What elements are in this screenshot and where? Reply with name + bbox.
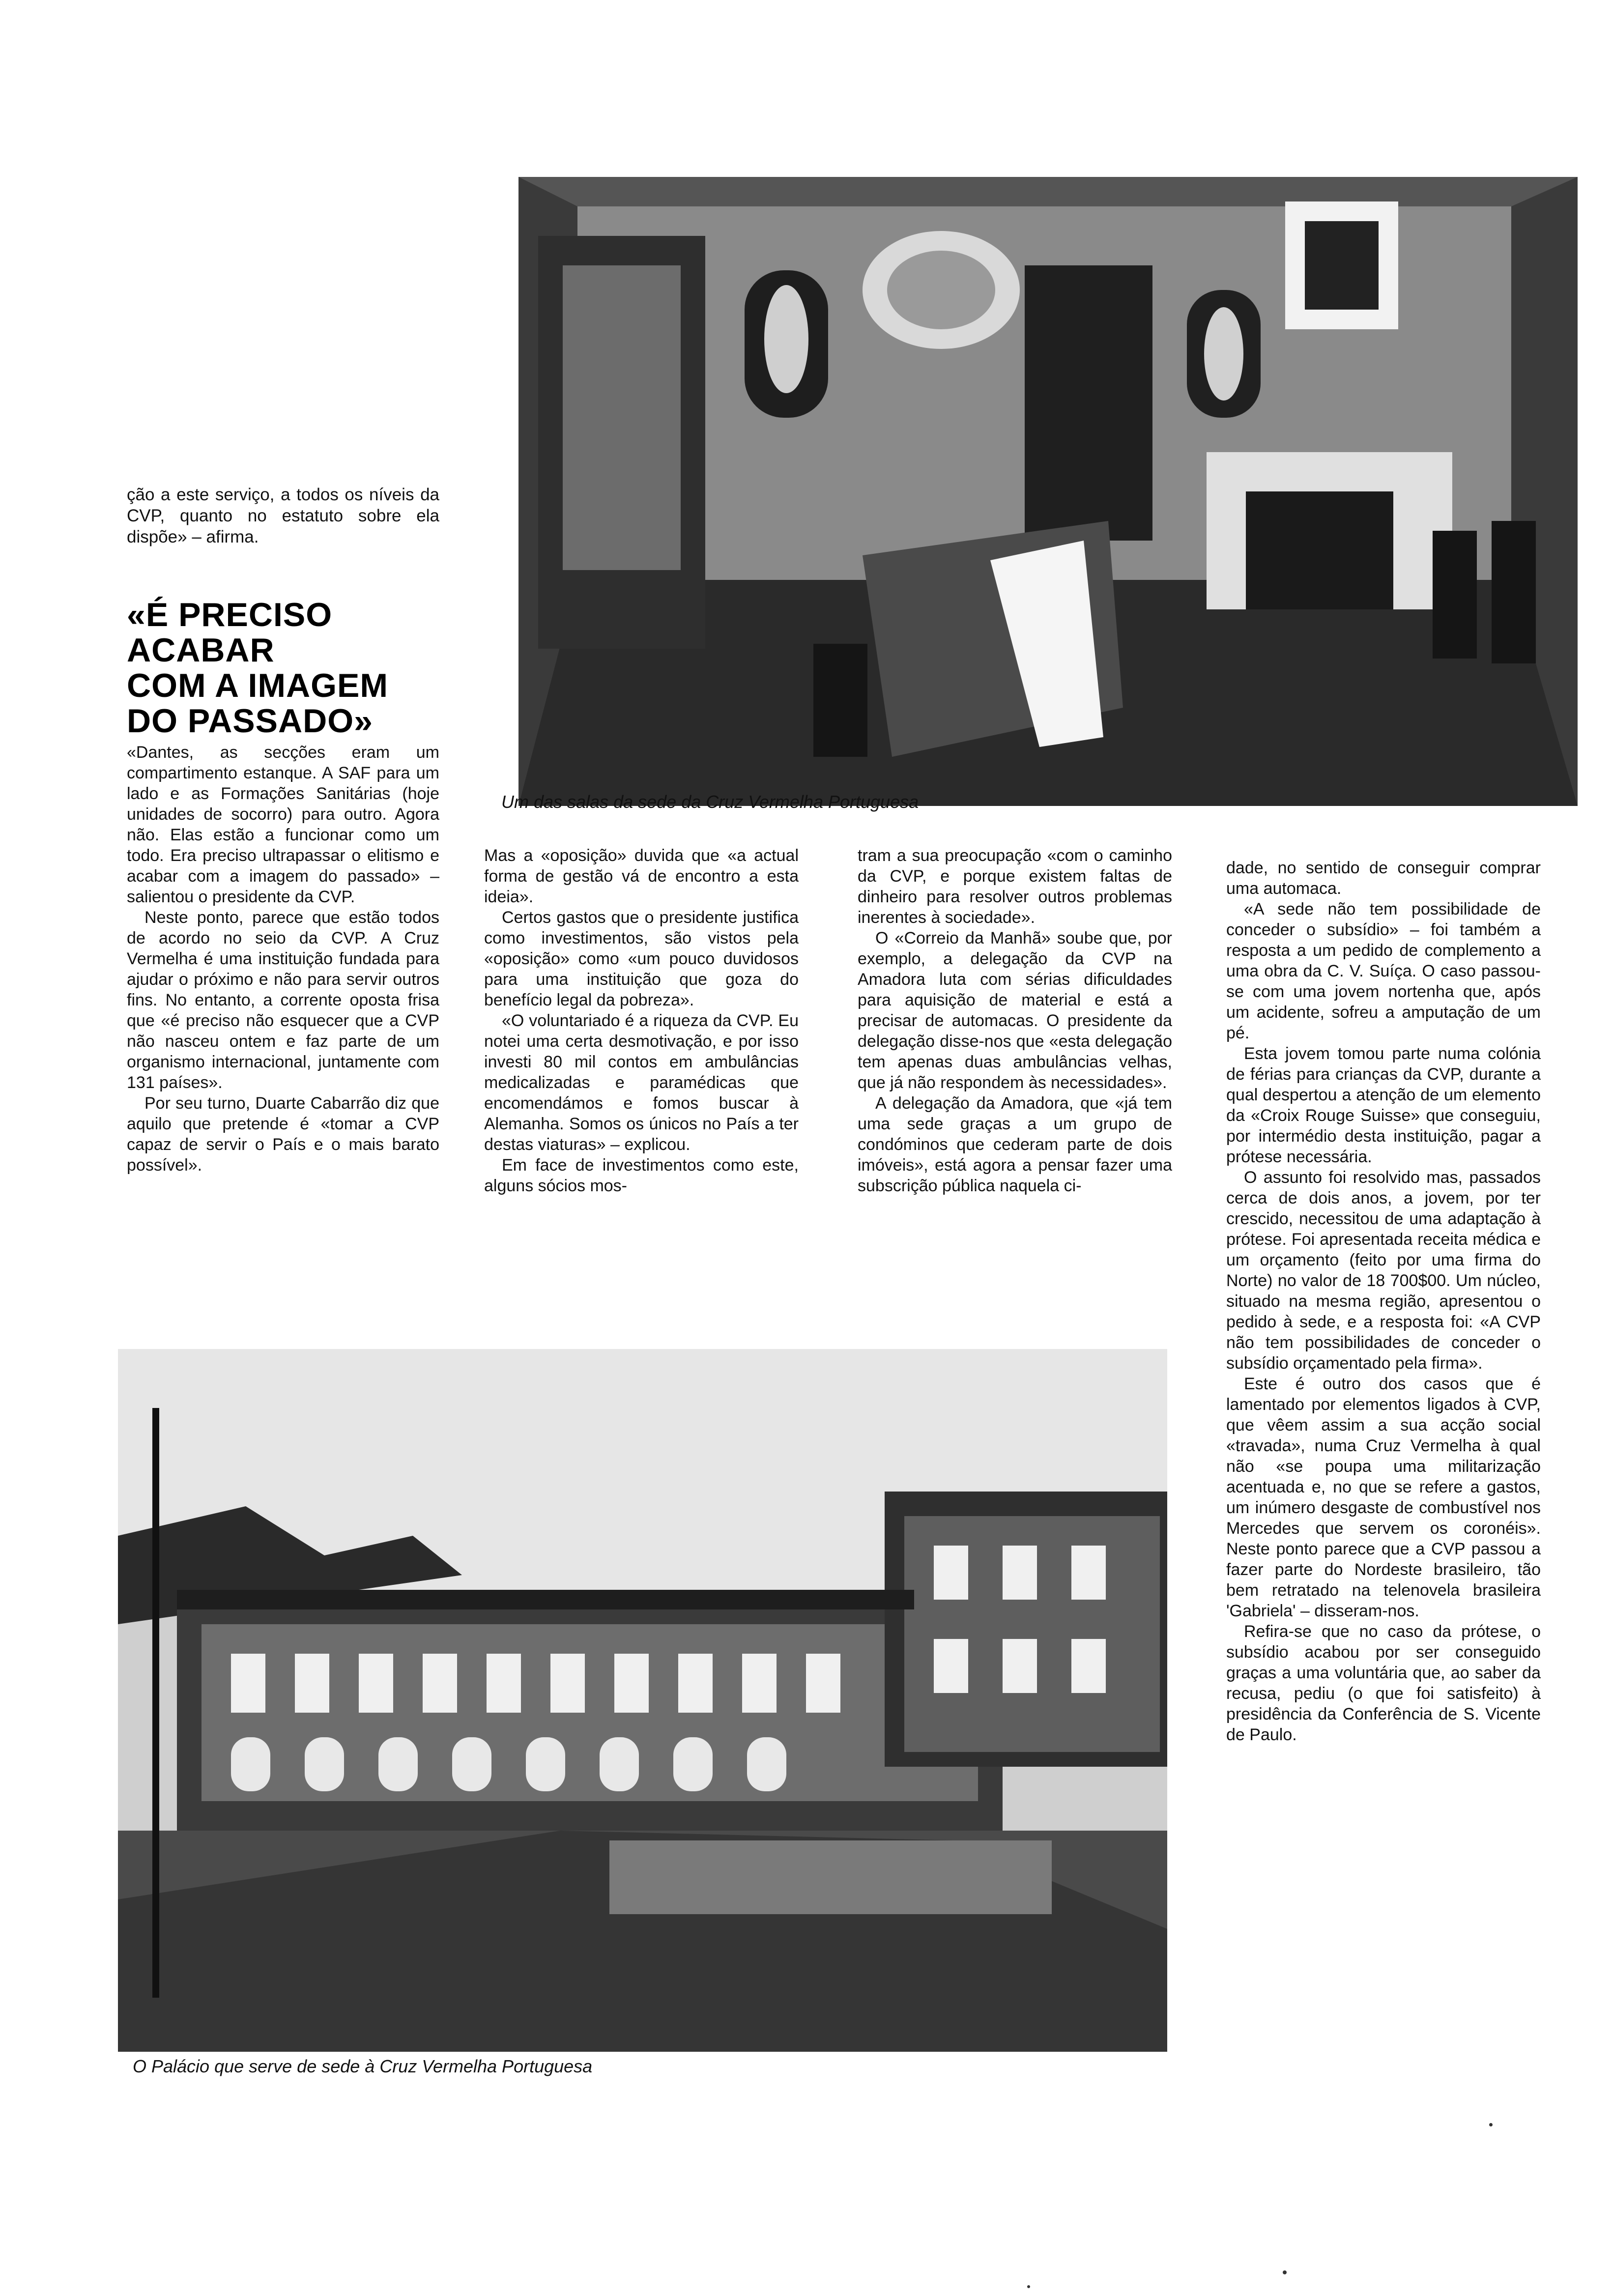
scan-speck: [1489, 2123, 1493, 2126]
paragraph: A delegação da Amadora, que «já tem uma sede graças a um grupo de condóminos que cederam parte de dois imóveis», está agora a pensar fazer uma subscrição pública naquela ci-: [858, 1094, 1172, 1195]
heading-line: «É PRECISO: [127, 596, 333, 633]
column-2: [484, 845, 799, 1196]
photo-interior-room: [518, 177, 1578, 806]
paragraph: «Dantes, as secções eram um compartimento estanque. A SAF para um lado e as Formações Sanitárias (hoje unidades de socorro) para outro. Agora não. Elas estão a funcionar como um todo. Era preciso ultrapassar o elitismo e acabar com a imagem do passado» – salientou o presidente da CVP.: [127, 743, 439, 906]
scan-speck: [1283, 2270, 1287, 2274]
section-heading: [127, 597, 451, 739]
paragraph: «O voluntariado é a riqueza da CVP. Eu notei uma certa desmotivação, e por isso investi 80 mil contos em ambulâncias medicalizadas e paramédicas que encomendámos e fomos buscar à Alemanha. Somos os únicos no País a ter destas viaturas» – explicou.: [484, 1011, 799, 1154]
column-3: [858, 845, 1172, 1196]
heading-line: COM A IMAGEM: [127, 667, 389, 704]
paragraph: Esta jovem tomou parte numa colónia de férias para crianças da CVP, durante a qual despertou a atenção de um elemento da «Croix Rouge Suisse» que conseguiu, por intermédio desta instituição, pagar a prótese necessária.: [1226, 1044, 1541, 1166]
paragraph: O assunto foi resolvido mas, passados cerca de dois anos, a jovem, por ter crescido, necessitou de uma adaptação à prótese. Foi apresentada receita médica e um orçamento (feito por uma firma do Norte) no valor de 18 700$00. Um núcleo, situado na mesma região, apresentou o pedido à sede, e a resposta foi: «A CVP não tem possibilidades de conceder o subsídio orçamentado pela firma».: [1226, 1168, 1541, 1373]
paragraph: Refira-se que no caso da prótese, o subsídio acabou por ser conseguido graças a uma voluntária que, ao saber da recusa, pediu (o que foi satisfeito) à presidência da Conferência de S. Vicente de Paulo.: [1226, 1622, 1541, 1744]
column-4: [1226, 858, 1541, 1745]
photo-palace-exterior: [118, 1349, 1167, 2052]
paragraph: Certos gastos que o presidente justifica como investimentos, são vistos pela «oposição» como «um pouco duvidosos para uma instituição que goza do benefício legal da pobreza».: [484, 908, 799, 1009]
intro-paragraph: ção a este serviço, a todos os níveis da CVP, quanto no estatuto sobre ela dispõe» – afirma.: [127, 485, 439, 546]
scan-speck: [1027, 2285, 1030, 2288]
paragraph: Este é outro dos casos que é lamentado por elementos ligados à CVP, que vêem assim a sua acção social «travada», numa Cruz Vermelha à qual não «se poupa uma militarização acentuada e, no que se refere a gastos, um inúmero desgaste de combustível nos Mercedes que servem os coronéis». Neste ponto parece que a CVP passou a fazer parte do Nordeste brasileiro, tão bem retratado na telenovela brasileira 'Gabriela' – disseram-nos.: [1226, 1375, 1541, 1620]
paragraph: Neste ponto, parece que estão todos de acordo no seio da CVP. A Cruz Vermelha é uma instituição fundada para ajudar o próximo e não para servir outros fins. No entanto, a corrente oposta frisa que «é preciso não esquecer que a CVP não nasceu ontem e faz parte de um organismo internacional, juntamente com 131 países».: [127, 908, 439, 1092]
column-1-body: [127, 742, 439, 1176]
paragraph: O «Correio da Manhã» soube que, por exemplo, a delegação da CVP na Amadora luta com sérias dificuldades para aquisição de material e está a precisar de automacas. O presidente da delegação disse-nos que «esta delegação tem apenas duas ambulâncias velhas, que já não respondem às necessidades».: [858, 929, 1172, 1092]
paragraph: Por seu turno, Duarte Cabarrão diz que aquilo que pretende é «tomar a CVP capaz de servir o País e o mais barato possível».: [127, 1094, 439, 1175]
photo-bottom-caption: O Palácio que serve de sede à Cruz Vermelha Portuguesa: [133, 2056, 593, 2076]
heading-line: ACABAR: [127, 631, 275, 669]
column-1: [127, 484, 439, 547]
heading-line: DO PASSADO»: [127, 702, 373, 740]
paragraph: «A sede não tem possibilidade de conceder o subsídio» – foi também a resposta a um pedido de complemento a uma obra da C. V. Suíça. O caso passou-se com uma jovem nortenha que, após um acidente, sofreu a amputação de um pé.: [1226, 900, 1541, 1042]
photo-top-caption: Um das salas da sede da Cruz Vermelha Portuguesa: [501, 792, 919, 812]
paragraph: tram a sua preocupação «com o caminho da CVP, e porque existem faltas de dinheiro para resolver outros problemas inerentes à sociedade».: [858, 846, 1172, 927]
paragraph: dade, no sentido de conseguir comprar uma automaca.: [1226, 859, 1541, 898]
paragraph: Em face de investimentos como este, alguns sócios mos-: [484, 1156, 799, 1195]
paragraph: Mas a «oposição» duvida que «a actual forma de gestão vá de encontro a esta ideia».: [484, 846, 799, 906]
